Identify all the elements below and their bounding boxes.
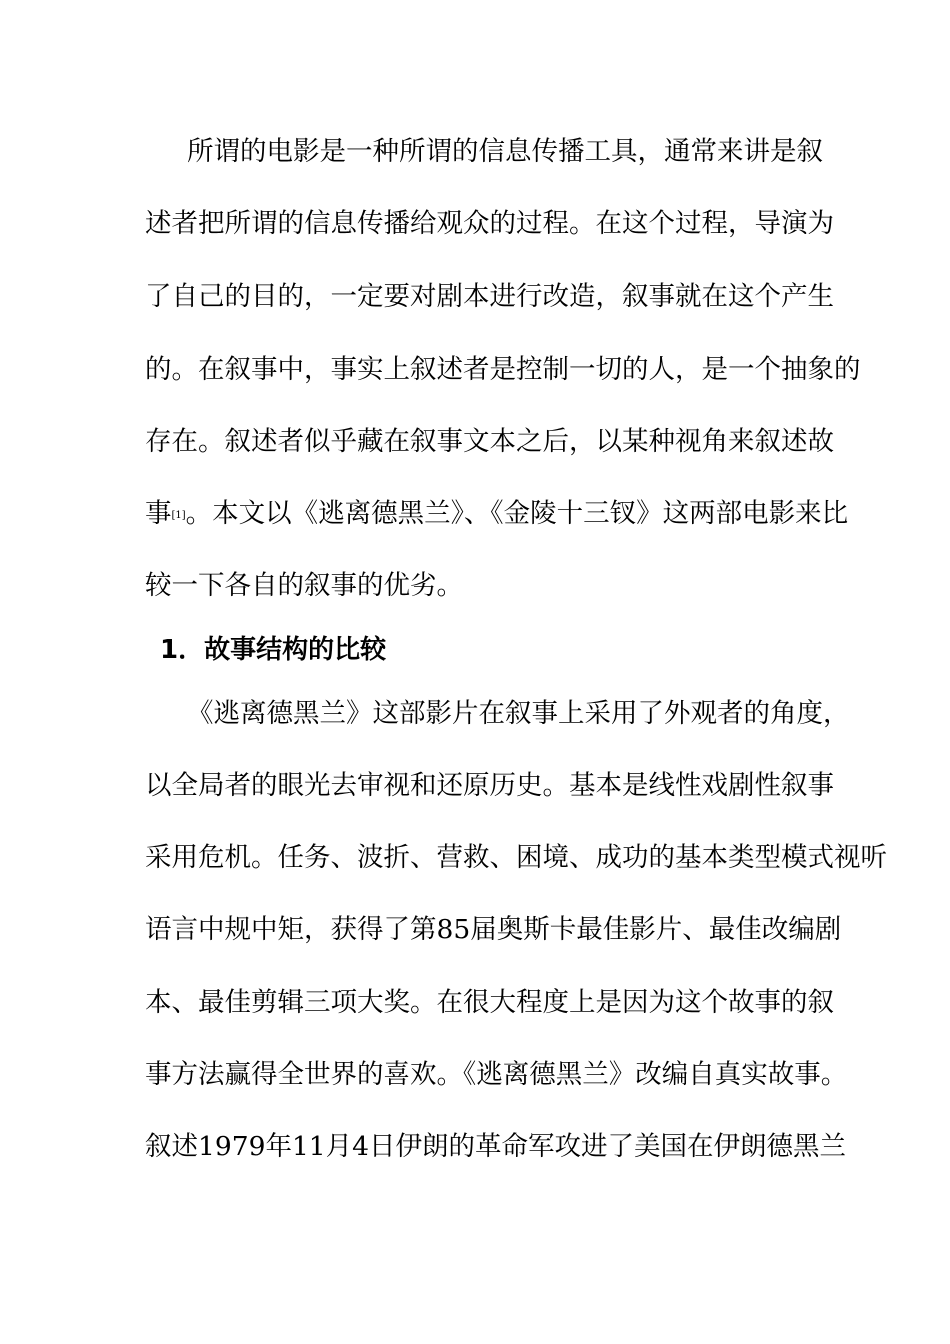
paragraph-line: 叙述1979年11月4日伊朗的革命军攻进了美国在伊朗德黑兰 <box>145 1131 847 1162</box>
paragraph-line: 本、最佳剪辑三项大奖。在很大程度上是因为这个故事的叙 <box>145 987 834 1018</box>
text-segment: 。本文以《逃离德黑兰》、《金陵十三钗》这两部电影来比 <box>185 498 849 529</box>
paragraph-line: 采用危机。任务、波折、营救、困境、成功的基本类型模式视听 <box>145 842 887 873</box>
paragraph-line: 较一下各自的叙事的优劣。 <box>145 570 463 601</box>
citation-ref[interactable]: [1] <box>171 510 186 521</box>
paragraph-line: 语言中规中矩，获得了第85届奥斯卡最佳影片、最佳改编剧 <box>145 914 842 945</box>
paragraph-line: 的。在叙事中，事实上叙述者是控制一切的人，是一个抽象的 <box>145 354 861 385</box>
paragraph-line: 所谓的电影是一种所谓的信息传播工具，通常来讲是叙 <box>187 136 823 167</box>
paragraph-line: 存在。叙述者似乎藏在叙事文本之后，以某种视角来叙述故 <box>145 426 834 457</box>
paragraph-line: 以全局者的眼光去审视和还原历史。基本是线性戏剧性叙事 <box>145 770 834 801</box>
text-segment: 事 <box>145 498 172 529</box>
section-heading: 1．故事结构的比较 <box>160 635 387 665</box>
paragraph-line-with-citation <box>145 497 849 531</box>
paragraph-line: 了自己的目的，一定要对剧本进行改造，叙事就在这个产生 <box>145 281 834 312</box>
paragraph-line: 事方法赢得全世界的喜欢。《逃离德黑兰》改编自真实故事。 <box>145 1059 848 1090</box>
paragraph-line: 述者把所谓的信息传播给观众的过程。在这个过程，导演为 <box>145 208 834 239</box>
paragraph-line: 《逃离德黑兰》这部影片在叙事上采用了外观者的角度， <box>187 698 850 729</box>
